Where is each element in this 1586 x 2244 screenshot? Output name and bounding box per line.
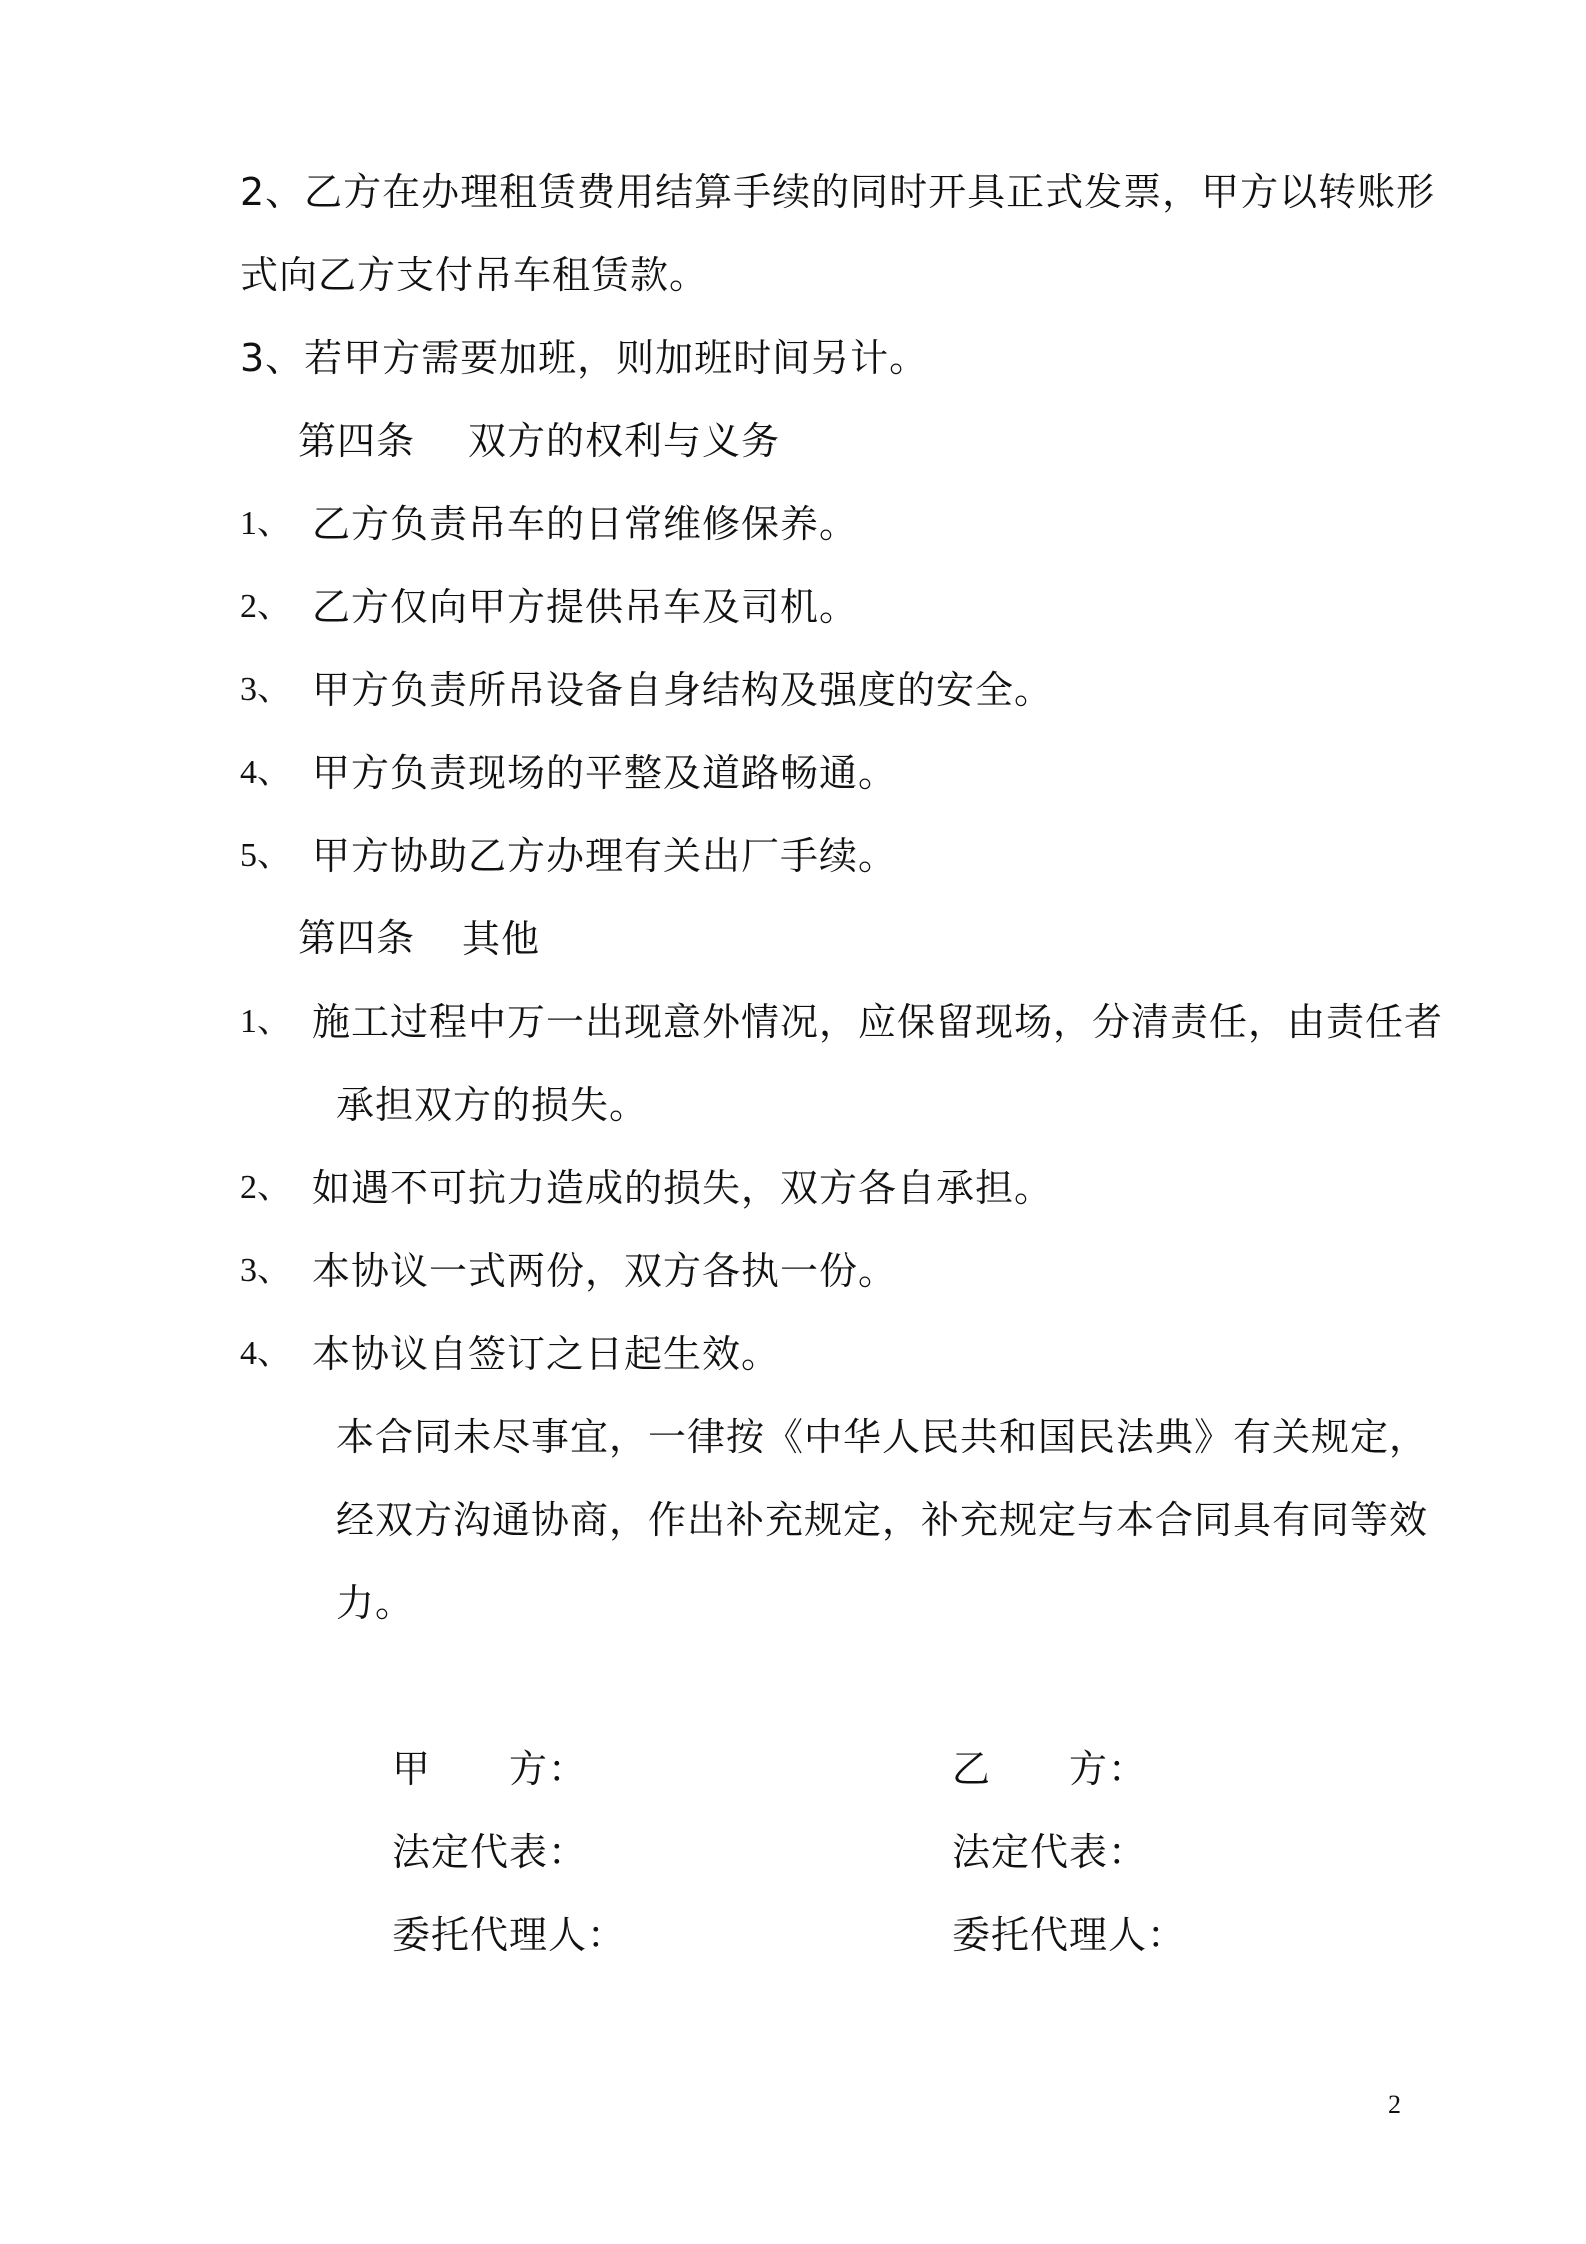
rights-heading-title: 双方的权利与义务: [468, 419, 781, 463]
other-item-2-text: 如遇不可抗力造成的损失，双方各自承担。: [312, 1166, 1054, 1210]
other-item-3-number: 3、: [240, 1252, 291, 1289]
rights-item-2-text: 乙方仅向甲方提供吊车及司机。: [312, 585, 859, 629]
party-a-agent-label: 委托代理人：: [392, 1913, 627, 1957]
rights-item-3-text: 甲方负责所吊设备自身结构及强度的安全。: [312, 668, 1054, 712]
closing-line-3: 力。: [336, 1581, 415, 1625]
party-b-agent-label: 委托代理人：: [952, 1913, 1187, 1957]
other-heading-title: 其他: [462, 917, 541, 961]
other-heading-label: 第四条: [298, 918, 416, 960]
party-a-label: 甲 方：: [392, 1747, 588, 1791]
closing-line-2: 经双方沟通协商，作出补充规定，补充规定与本合同具有同等效: [336, 1498, 1429, 1542]
rights-item-1-number: 1、: [240, 505, 291, 542]
rights-item-4-number: 4、: [240, 754, 291, 791]
rights-item-5-text: 甲方协助乙方办理有关出厂手续。: [312, 834, 898, 878]
payment-item-2-line-1: 2、乙方在办理租赁费用结算手续的同时开具正式发票，甲方以转账形: [240, 170, 1436, 214]
payment-item-2-line-2: 式向乙方支付吊车租赁款。: [240, 253, 709, 297]
party-b-label: 乙 方：: [952, 1747, 1148, 1791]
closing-line-1: 本合同未尽事宜，一律按《中华人民共和国民法典》有关规定，: [336, 1415, 1429, 1459]
other-item-1-text: 施工过程中万一出现意外情况，应保留现场，分清责任，由责任者: [312, 1000, 1444, 1044]
other-item-4-number: 4、: [240, 1335, 291, 1372]
other-item-4-text: 本协议自签订之日起生效。: [312, 1332, 781, 1376]
other-item-2-number: 2、: [240, 1169, 291, 1206]
rights-item-3-number: 3、: [240, 671, 291, 708]
party-b-legal-representative-label: 法定代表：: [952, 1830, 1148, 1874]
rights-heading-label: 第四条: [298, 419, 416, 463]
page-number: 2: [1388, 2090, 1401, 2119]
rights-item-2-number: 2、: [240, 588, 291, 625]
rights-item-1-text: 乙方负责吊车的日常维修保养。: [312, 502, 859, 546]
rights-item-4-text: 甲方负责现场的平整及道路畅通。: [312, 751, 898, 795]
other-item-3-text: 本协议一式两份，双方各执一份。: [312, 1249, 898, 1293]
other-item-1-continuation: 承担双方的损失。: [336, 1083, 649, 1127]
rights-item-5-number: 5、: [240, 837, 291, 874]
party-a-legal-representative-label: 法定代表：: [392, 1830, 588, 1874]
other-item-1-number: 1、: [240, 1003, 291, 1040]
payment-item-3: 3、若甲方需要加班，则加班时间另计。: [240, 336, 929, 380]
